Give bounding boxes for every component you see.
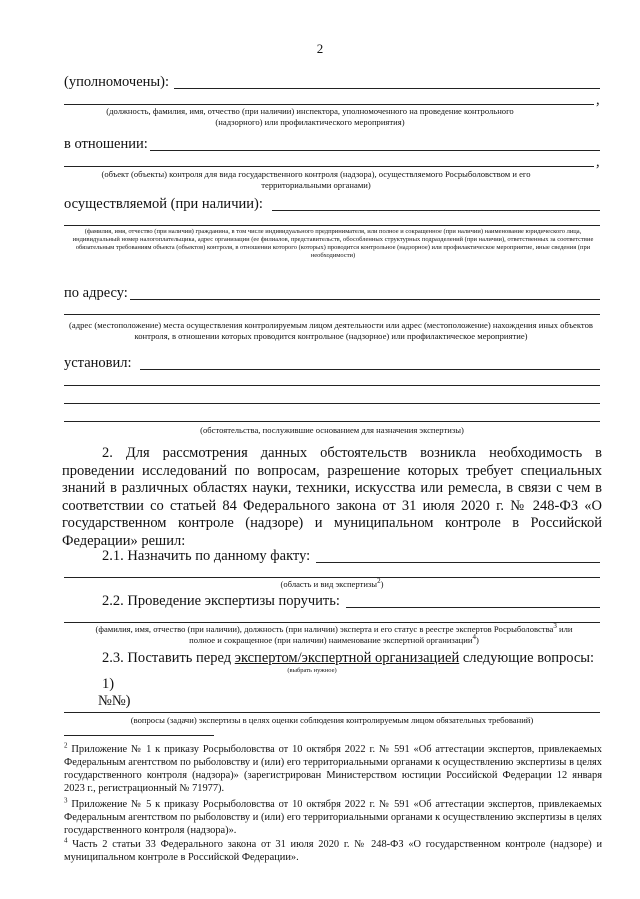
field-established-line-2: [64, 385, 600, 386]
item-2-2-line-2: [64, 622, 600, 623]
field-authorized-line: [174, 88, 600, 89]
field-carried-out-label: осуществляемой (при наличии):: [64, 196, 263, 212]
field-address-label: по адресу:: [64, 285, 128, 301]
field-authorized-caption: (должность, фамилия, имя, отчество (при наличии) инспектора, уполномоченного на проведение контрольного (надзорного) или профилактического мероприятия): [106, 106, 514, 127]
item-2-1-caption: [64, 579, 600, 590]
footnote-ref-2: 2: [377, 577, 381, 586]
question-nn: №№): [98, 693, 131, 709]
paragraph-2-text: 2. Для рассмотрения данных обстоятельств возникла необходимость в проведении исследований по вопросам, разрешение которых требует специальных знаний в различных областях науки, техники, искусства или ремесла, в связи с чем в соответствии со статьей 84 Федерального закона от 31 июля 2020 г. № 248-ФЗ «О государственном контроле (надзоре) и муниципальном контроле в Российской Федерации» решил:: [62, 445, 602, 549]
questions-line: [64, 712, 600, 713]
field-established-label: установил:: [64, 355, 132, 371]
comma: ,: [596, 92, 600, 108]
page-number: 2: [316, 41, 324, 56]
questions-caption: (вопросы (задачи) экспертизы в целях оценки соблюдения контролируемым лицом обязательных требований): [130, 715, 534, 725]
field-regarding-line: [150, 150, 600, 151]
field-authorized-line-2: [64, 104, 594, 105]
footnote-separator: [64, 735, 214, 736]
item-2-1-line-2: [64, 577, 600, 578]
item-2-2-label: 2.2. Проведение экспертизы поручить:: [102, 593, 340, 609]
field-carried-out-line: [272, 210, 600, 211]
field-established-caption: (обстоятельства, послужившие основанием для назначения экспертизы): [200, 425, 464, 435]
footnote-2-num: 2: [64, 741, 68, 750]
comma: ,: [596, 154, 600, 170]
field-established-line-3: [64, 403, 600, 404]
footnote-3: [64, 798, 602, 837]
footnote-4-text: Часть 2 статьи 33 Федерального закона от 31 июля 2020 г. № 248-ФЗ «О государственном контроле (надзоре) и муниципальном контроле в Российской Федерации».: [64, 839, 602, 863]
item-2-1-line: [316, 562, 600, 563]
footnote-4-num: 4: [64, 836, 68, 845]
field-regarding-line-2: [64, 166, 594, 167]
field-regarding-caption: (объект (объекты) контроля для вида государственного контроля (надзора), осуществляемого Росрыболовством и его территориальными органами): [101, 169, 531, 190]
item-2-1-caption-text: (область и вид экспертизы: [280, 579, 378, 589]
footnote-3-text: Приложение № 5 к приказу Росрыболовства от 10 октября 2022 г. № 591 «Об аттестации экспертов, привлекаемых Федеральным агентством по рыболовству и (или) его территориальными органами к осуществлению экспертизы в целях государственного контроля (надзора)».: [64, 799, 602, 836]
paragraph-2: [62, 445, 602, 551]
field-established-line-4: [64, 421, 600, 422]
item-2-1-caption-end: ): [380, 579, 384, 589]
item-2-2-caption: [84, 624, 584, 645]
footnote-4: [64, 838, 602, 864]
field-address-line: [130, 299, 600, 300]
field-address-caption: (адрес (местоположение) места осуществления контролируемым лицом деятельности или адрес (местоположение) нахождения иных объектов контроля, в отношении которых проводится контрольное (надзорное) или профилактическое мероприятие): [69, 320, 593, 341]
footnote-2-text: Приложение № 1 к приказу Росрыболовства от 10 октября 2022 г. № 591 «Об аттестации экспертов, привлекаемых Федеральным агентством по рыболовству и (или) его территориальными органами к осуществлению экспертизы в целях государственного контроля (надзора)» (зарегистрирован Министерством юстиции Российской Федерации 12 января 2023 г., регистрационный № 71977).: [64, 744, 602, 794]
field-regarding-label: в отношении:: [64, 136, 148, 152]
item-2-3-line: [102, 650, 594, 667]
question-1: 1): [102, 676, 115, 692]
item-2-2-caption-b: или полное и сокращенное (при наличии) наименование экспертной организации: [189, 624, 573, 645]
field-address-line-2: [64, 314, 600, 315]
field-authorized-label: (уполномочены):: [64, 74, 170, 90]
item-2-3-post: следующие вопросы:: [459, 650, 595, 666]
item-2-1-label: 2.1. Назначить по данному факту:: [102, 548, 311, 564]
item-2-2-caption-c: ): [475, 634, 479, 645]
item-2-3-pre: 2.3. Поставить перед: [102, 650, 235, 666]
field-carried-out-line-2: [64, 225, 600, 226]
footnote-ref-3: 3: [553, 622, 557, 631]
choose-needed-hint: (выбрать нужное): [287, 667, 337, 674]
footnote-3-num: 3: [64, 796, 68, 805]
footnote-ref-4: 4: [472, 632, 476, 641]
field-carried-out-caption: (фамилия, имя, отчество (при наличии) гражданина, в том числе индивидуального предпринимателя, или полное и сокращенное (при наличии) наименование юридического лица, индивидуальный номер налогоплательщика, адрес организации (ее филиалов, представительств, обособленных структурных подразделений (при наличии), ответственных за соответствие обязательным требованиям объекта (объектов) контроля, в отношении которого (которых) проводится контрольное (надзорное) или профилактическое мероприятие, иные сведения (при необходимости): [72, 228, 594, 259]
field-established-line: [140, 369, 600, 370]
item-2-2-caption-a: (фамилия, имя, отчество (при наличии), должность (при наличии) эксперта и его статус в реестре экспертов Росрыболовства: [95, 624, 554, 634]
item-2-2-line: [346, 607, 600, 608]
footnote-2: [64, 743, 602, 795]
item-2-3-underlined: экспертом/экспертной организацией: [234, 650, 460, 666]
